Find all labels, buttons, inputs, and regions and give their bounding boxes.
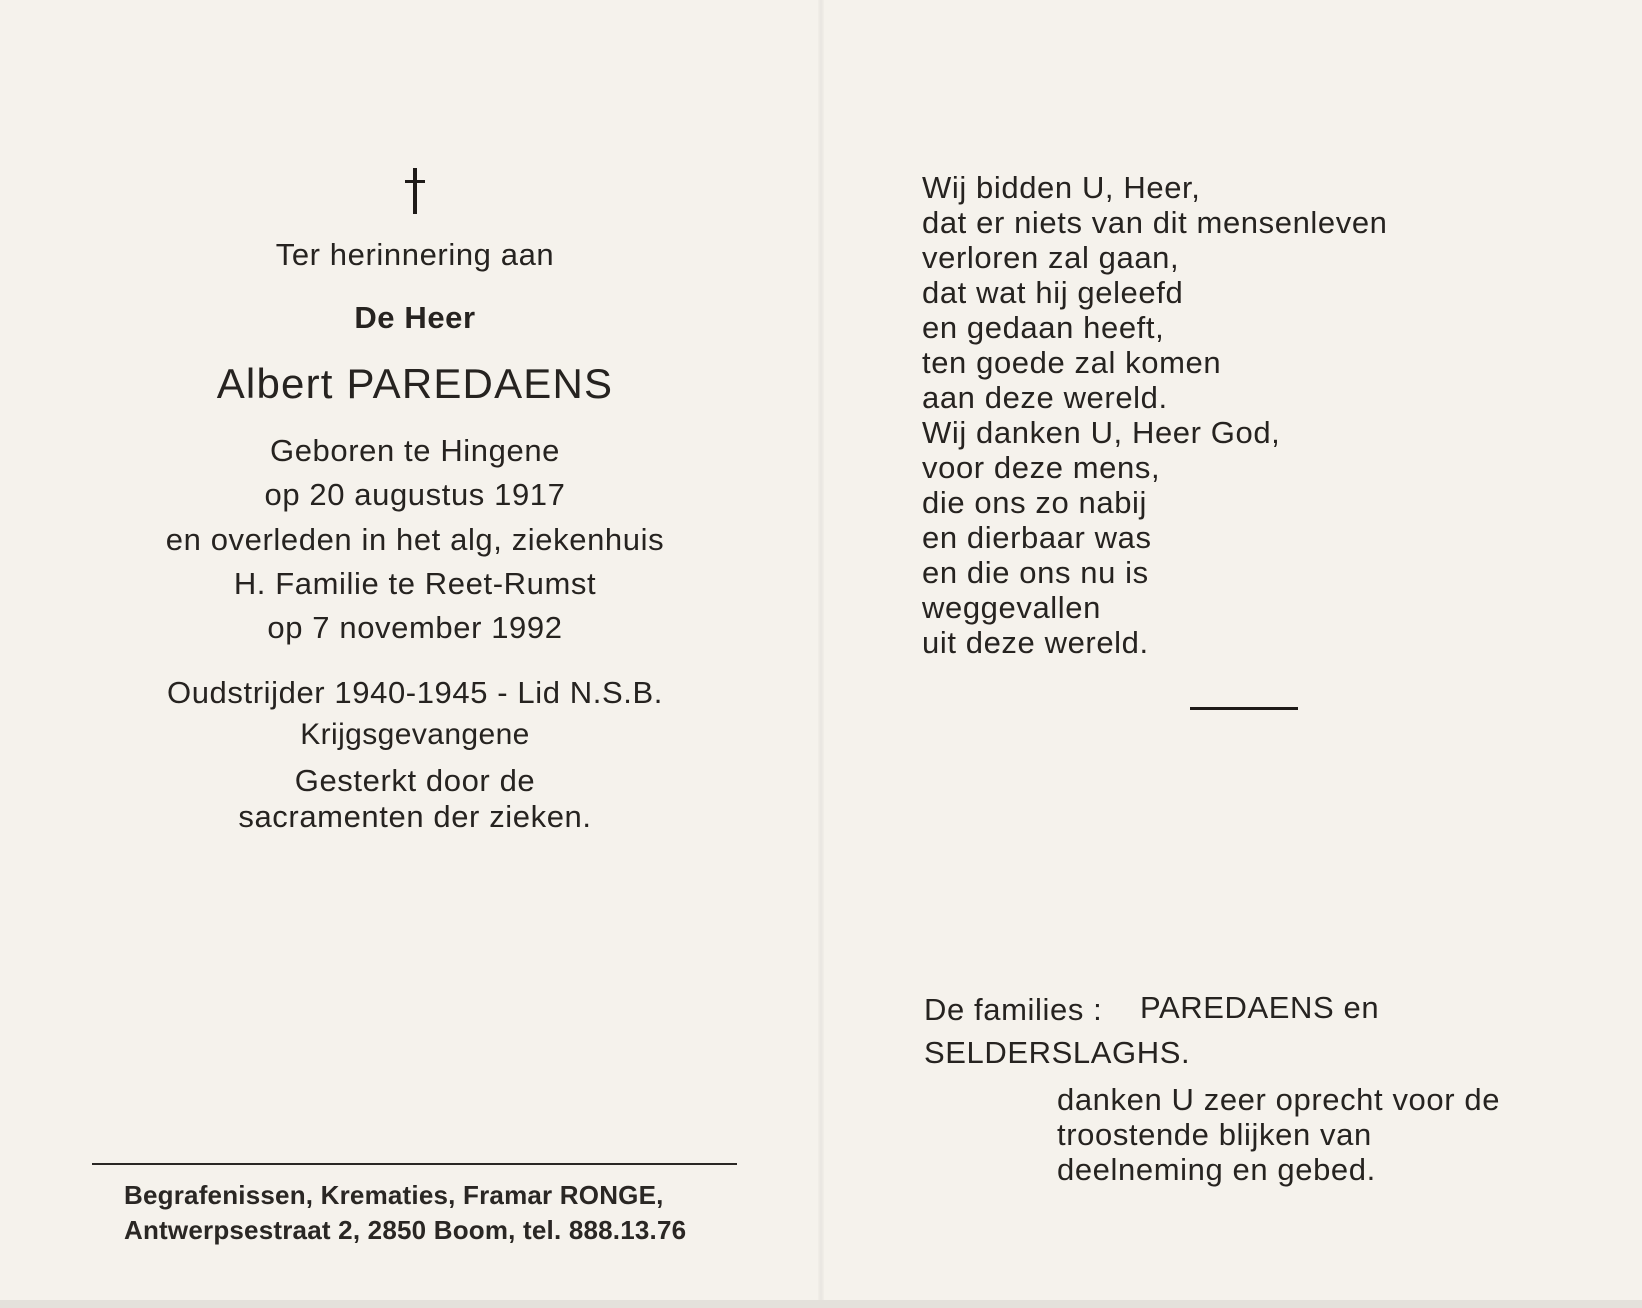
poem-line: aan deze wereld. — [922, 380, 1168, 415]
poem-line: en gedaan heeft, — [922, 310, 1165, 345]
poem-line: dat er niets van dit mensenleven — [922, 205, 1388, 240]
families-label: De families : — [924, 992, 1103, 1027]
poem-line: die ons zo nabij — [922, 485, 1148, 520]
in-memory-text: Ter herinnering aan — [275, 237, 555, 272]
card-fold — [818, 0, 824, 1300]
poem-line: verloren zal gaan, — [922, 240, 1180, 275]
divider-line — [92, 1163, 737, 1165]
sacrament-line-2: sacramenten der zieken. — [238, 799, 592, 834]
poem-line: en die ons nu is — [922, 555, 1149, 590]
thanks-line: danken U zeer oprecht voor de — [1057, 1082, 1501, 1117]
poem-line: uit deze wereld. — [922, 625, 1149, 660]
poem-line: weggevallen — [922, 590, 1101, 625]
poem-line: ten goede zal komen — [922, 345, 1222, 380]
deceased-name: Albert PAREDAENS — [216, 360, 614, 407]
death-place-line-1: en overleden in het alg, ziekenhuis — [165, 522, 665, 557]
birth-date: op 20 augustus 1917 — [264, 477, 566, 512]
cross-icon — [412, 168, 418, 214]
poem-divider — [1190, 707, 1298, 710]
undertaker-line-1: Begrafenissen, Krematies, Framar RONGE, — [124, 1180, 664, 1210]
thanks-line: troostende blijken van — [1057, 1117, 1372, 1152]
sacrament-line-1: Gesterkt door de — [294, 763, 536, 798]
undertaker-line-2: Antwerpsestraat 2, 2850 Boom, tel. 888.13.76 — [124, 1215, 687, 1245]
card-edge — [0, 1300, 1642, 1308]
thanks-line: deelneming en gebed. — [1057, 1152, 1376, 1187]
families-name-2: SELDERSLAGHS. — [924, 1035, 1191, 1070]
birth-place: Geboren te Hingene — [270, 433, 560, 468]
honorific: De Heer — [354, 300, 476, 335]
families-name-1: PAREDAENS en — [1140, 990, 1380, 1025]
poem-line: Wij danken U, Heer God, — [922, 415, 1281, 450]
death-place-line-2: H. Familie te Reet-Rumst — [233, 566, 597, 601]
poem-line: dat wat hij geleefd — [922, 275, 1184, 310]
poem-line: en dierbaar was — [922, 520, 1152, 555]
death-date: op 7 november 1992 — [267, 610, 563, 645]
poem-line: voor deze mens, — [922, 450, 1161, 485]
prisoner-note: Krijgsgevangene — [300, 718, 530, 751]
veteran-note: Oudstrijder 1940-1945 - Lid N.S.B. — [167, 675, 663, 710]
poem-line: Wij bidden U, Heer, — [922, 170, 1201, 205]
